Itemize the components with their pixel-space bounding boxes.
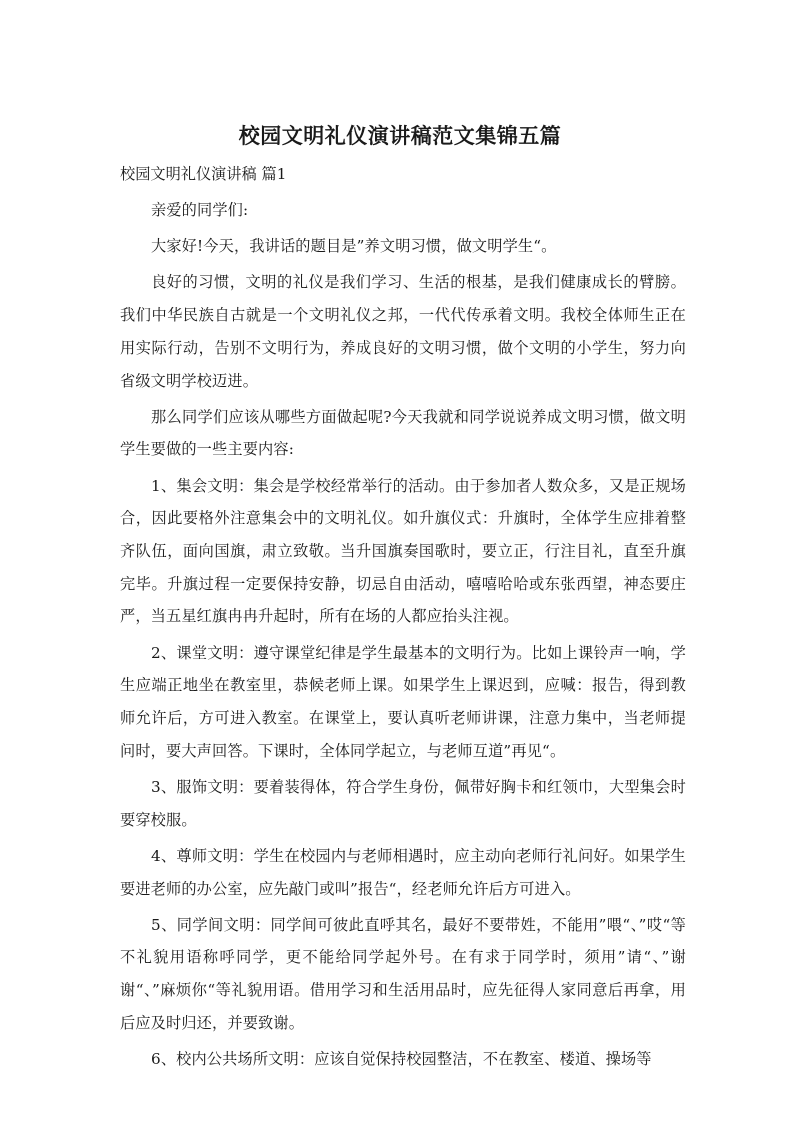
paragraph-item-1: 1、集会文明：集会是学校经常举行的活动。由于参加者人数众多，又是正规场合，因此要格外注意集会中的文明礼仪。如升旗仪式：升旗时，全体学生应排着整齐队伍，面向国旗，肃立致敬。当升国旗奏国歌时，要立正，行注目礼，直至升旗完毕。升旗过程一定要保持安静，切忌自由活动，嘻嘻哈哈或东张西望，神态要庄严，当五星红旗冉冉升起时，所有在场的人都应抬头注视。 <box>120 476 686 626</box>
paragraph-item-3: 3、服饰文明：要着装得体，符合学生身份，佩带好胸卡和红领巾，大型集会时要穿校服。 <box>120 777 686 829</box>
document-title: 校园文明礼仪演讲稿范文集锦五篇 <box>238 124 562 148</box>
paragraph-salutation: 亲爱的同学们: <box>151 201 249 219</box>
paragraph-item-5: 5、同学间文明：同学间可彼此直呼其名，最好不要带姓，不能用”喂“、”哎“等不礼貌用语称呼同学，更不能给同学起外号。在有求于同学时，须用”请“、”谢谢“、”麻烦你“等礼貌用语。借用学习和生活用品时，应先征得人家同意后再拿，用后应及时归还，并要致谢。 <box>120 915 686 1032</box>
document-body <box>120 194 686 1079</box>
paragraph-greeting: 大家好!今天，我讲话的题目是”养文明习惯，做文明学生“。 <box>151 237 557 256</box>
paragraph-item-2: 2、课堂文明：遵守课堂纪律是学生最基本的文明行为。比如上课铃声一响，学生应端正地坐在教室里，恭候老师上课。如果学生上课迟到，应喊：报告，得到教师允许后，方可进入教室。在课堂上，要认真听老师讲课，注意力集中，当老师提问时，要大声回答。下课时，全体同学起立，与老师互道”再见“。 <box>120 643 686 760</box>
paragraph-item-4: 4、尊师文明：学生在校园内与老师相遇时，应主动向老师行礼问好。如果学生要进老师的办公室，应先敲门或叫”报告“，经老师允许后方可进入。 <box>120 846 686 898</box>
paragraph-intro: 良好的习惯，文明的礼仪是我们学习、生活的根基，是我们健康成长的臂膀。我们中华民族自古就是一个文明礼仪之邦，一代代传承着文明。我校全体师生正在用实际行动，告别不文明行为，养成良好的文明习惯，做个文明的小学生，努力向省级文明学校迈进。 <box>120 273 686 390</box>
section-heading: 校园文明礼仪演讲稿 篇1 <box>120 165 287 183</box>
paragraph-question: 那么同学们应该从哪些方面做起呢?今天我就和同学说说养成文明习惯，做文明学生要做的一些主要内容: <box>120 407 686 459</box>
paragraph-item-6: 6、校内公共场所文明：应该自觉保持校园整洁，不在教室、楼道、操场等 <box>151 1050 652 1069</box>
